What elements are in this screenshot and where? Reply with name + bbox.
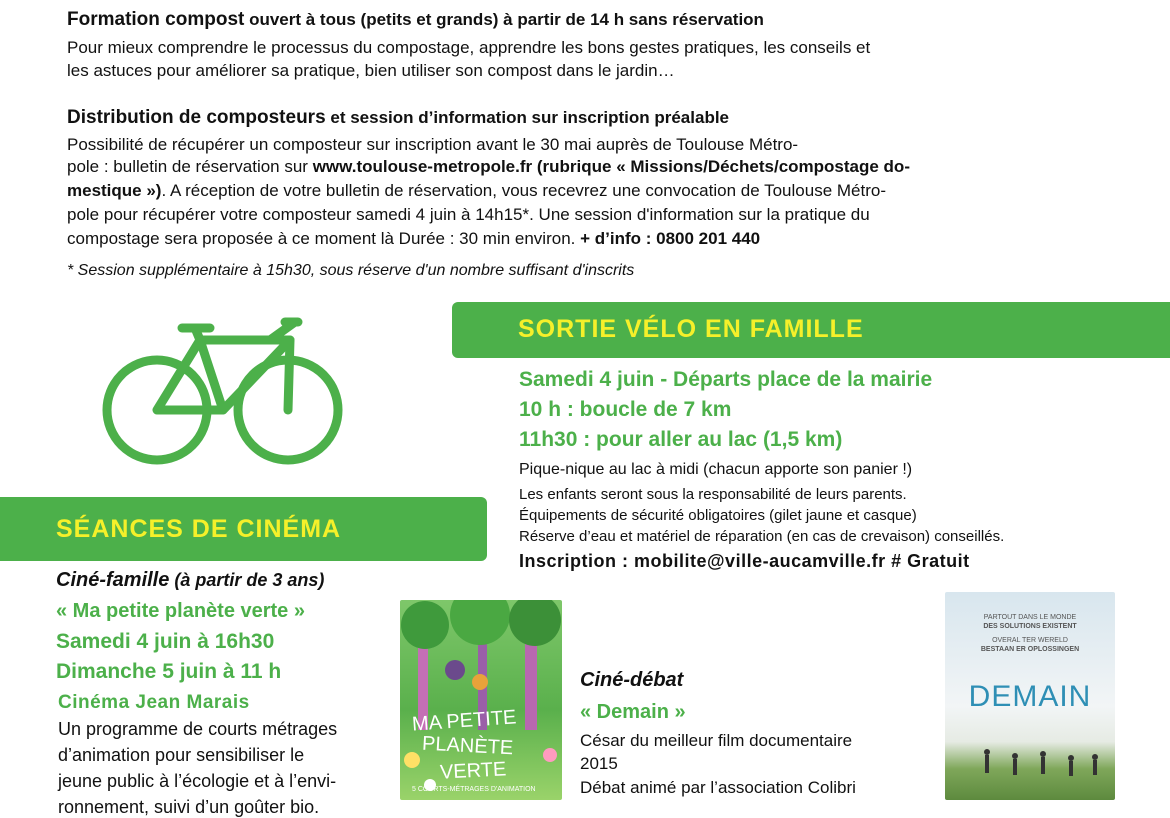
- velo-note-3: Réserve d’eau et matériel de réparation (en cas de crevaison) conseillés.: [519, 528, 1005, 545]
- poster1-title-2: PLANÈTE: [421, 732, 514, 760]
- distribution-line-3: [67, 180, 886, 202]
- cine-famille-venue: Cinéma Jean Marais: [58, 692, 250, 713]
- poster-walkers-illustration: [945, 592, 1115, 800]
- info-phone[interactable]: + d’info : 0800 201 440: [580, 229, 761, 248]
- cine-famille-desc-4: ronnement, suivi d’un goûter bio.: [58, 797, 320, 817]
- velo-date-line: Samedi 4 juin - Départs place de la mairie: [519, 368, 933, 391]
- cine-debat-film: « Demain »: [580, 701, 686, 723]
- velo-note-1: Les enfants seront sous la responsabilité de leurs parents.: [519, 486, 907, 503]
- velo-picnic: Pique-nique au lac à midi (chacun apporte son panier !): [519, 461, 913, 478]
- cine-famille-heading: [56, 569, 324, 592]
- distribution-line-4: pole pour récupérer votre composteur samedi 4 juin à 14h15*. Une session d'information sur la pratique du: [67, 205, 870, 224]
- bicycle-icon: [100, 310, 350, 480]
- velo-note-2: Équipements de sécurité obligatoires (gilet jaune et casque): [519, 507, 917, 524]
- distribution-line-1: Possibilité de récupérer un composteur sur inscription avant le 30 mai auprès de Toulouse Métro-: [67, 135, 799, 154]
- distribution-line-2a: pole : bulletin de réservation sur: [67, 157, 313, 176]
- poster-demain: [945, 592, 1115, 800]
- cine-famille-age: (à partir de 3 ans): [169, 570, 325, 590]
- poster2-tag-1: PARTOUT DANS LE MONDE: [983, 614, 1077, 621]
- distribution-title-bold: Distribution de composteurs: [67, 107, 326, 128]
- distribution-title-rest: et session d’information sur inscription préalable: [325, 108, 730, 127]
- velo-inscription[interactable]: Inscription : mobilite@ville-aucamville.fr # Gratuit: [519, 551, 970, 571]
- cine-famille-desc-1: Un programme de courts métrages: [58, 719, 338, 739]
- cine-famille-desc-2: d’animation pour sensibiliser le: [58, 745, 305, 765]
- cinema-banner-title: SÉANCES DE CINÉMA: [56, 515, 342, 543]
- compost-title-rest: ouvert à tous (petits et grands) à partir de 14 h sans réservation: [244, 10, 764, 29]
- compost-desc-line-1: Pour mieux comprendre le processus du compostage, apprendre les bons gestes pratiques, les conseils et: [67, 38, 871, 57]
- distribution-line-5: [67, 228, 760, 250]
- cine-famille-desc-3: jeune public à l’écologie et à l’envi-: [58, 771, 337, 791]
- footnote: * Session supplémentaire à 15h30, sous réserve d'un nombre suffisant d'inscrits: [67, 262, 635, 279]
- compost-title-bold: Formation compost: [67, 9, 245, 30]
- velo-banner-title: SORTIE VÉLO EN FAMILLE: [518, 315, 864, 343]
- cine-debat-line-2: 2015: [580, 754, 618, 773]
- cine-debat-line-1: César du meilleur film documentaire: [580, 731, 853, 750]
- cine-famille-film: « Ma petite planète verte »: [56, 600, 305, 622]
- cine-debat-label: Ciné-débat: [580, 669, 684, 691]
- poster1-tag: 5 COURTS-MÉTRAGES D'ANIMATION: [412, 786, 536, 793]
- compost-desc-line-2: les astuces pour améliorer sa pratique, bien utiliser son compost dans le jardin…: [67, 61, 675, 80]
- poster1-title-1: MA PETITE: [411, 706, 518, 736]
- distribution-line-3a: mestique »): [67, 181, 162, 200]
- poster2-title: DEMAIN: [968, 680, 1092, 713]
- cine-famille-label: Ciné-famille: [56, 569, 170, 591]
- distribution-line-5a: compostage sera proposée à ce moment là Durée : 30 min environ.: [67, 229, 581, 248]
- cine-famille-date-1: Samedi 4 juin à 16h30: [56, 630, 275, 653]
- poster-ma-petite-planete-verte: [400, 600, 562, 800]
- metropole-website-link[interactable]: www.toulouse-metropole.fr (rubrique « Missions/Déchets/compostage do-: [312, 157, 910, 176]
- velo-lake-line: 11h30 : pour aller au lac (1,5 km): [519, 428, 843, 451]
- cine-famille-date-2: Dimanche 5 juin à 11 h: [56, 660, 282, 683]
- distribution-line-3b: . A réception de votre bulletin de réservation, vous recevrez une convocation de Toulouse Métro-: [161, 181, 886, 200]
- poster1-title-3: VERTE: [439, 758, 507, 784]
- compost-title: [67, 9, 764, 31]
- poster2-tag-3: OVERAL TER WERELD: [992, 637, 1068, 644]
- cine-debat-line-3: Débat animé par l’association Colibri: [580, 778, 856, 797]
- velo-loop-line: 10 h : boucle de 7 km: [519, 398, 732, 421]
- distribution-line-2: [67, 156, 910, 178]
- distribution-title: [67, 107, 729, 129]
- poster2-tag-2: DES SOLUTIONS EXISTENT: [983, 623, 1077, 630]
- poster2-tag-4: BESTAAN ER OPLOSSINGEN: [980, 646, 1080, 653]
